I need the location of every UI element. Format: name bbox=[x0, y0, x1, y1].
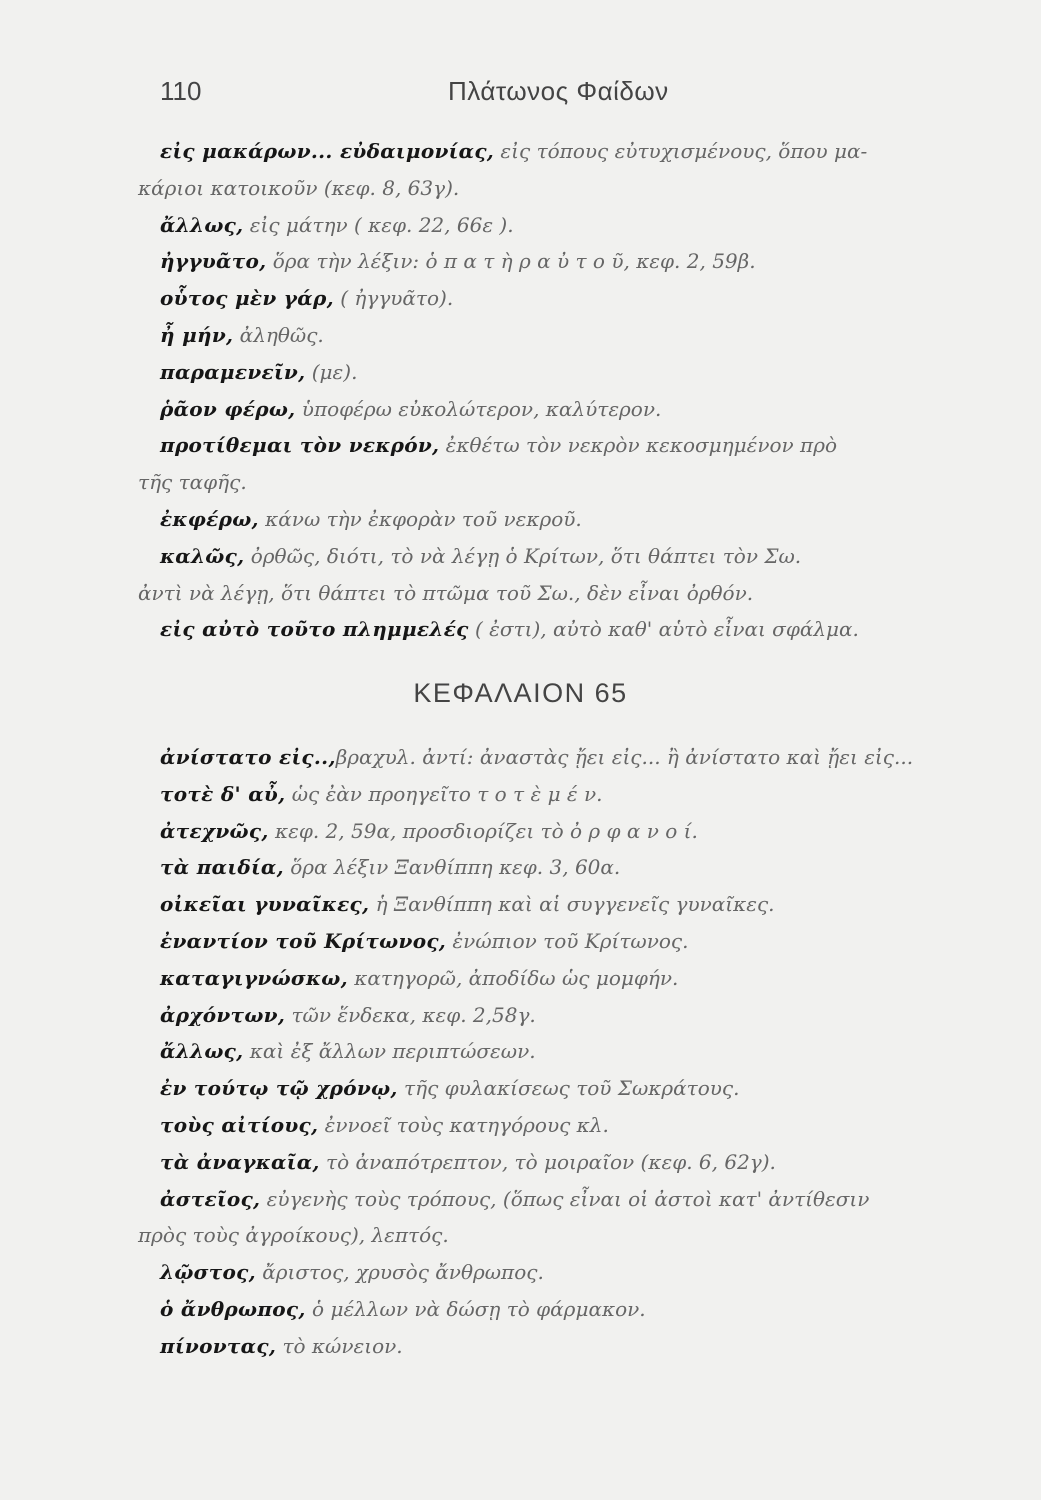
entry-lemma: ἦ μήν, bbox=[160, 322, 234, 347]
entry-lemma: πίνοντας, bbox=[160, 1333, 277, 1358]
entry-gloss: ἀντὶ νὰ λέγῃ, ὅτι θάπτει τὸ πτῶμα τοῦ Σω., δὲν εἶναι ὀρθόν. bbox=[138, 580, 754, 605]
entry-gloss: τῶν ἕνδεκα, κεφ. 2,58γ. bbox=[285, 1002, 536, 1027]
glossary-entry bbox=[160, 354, 995, 391]
glossary-entry bbox=[160, 501, 995, 538]
entry-lemma: τὰ ἀναγκαῖα, bbox=[160, 1149, 320, 1174]
glossary-entry bbox=[160, 1144, 995, 1181]
entry-gloss: ὀρθῶς, διότι, τὸ νὰ λέγῃ ὁ Κρίτων, ὅτι θάπτει τὸν Σω. bbox=[244, 543, 802, 568]
glossary-block-2 bbox=[138, 739, 995, 1365]
entry-lemma: ἐν τούτῳ τῷ χρόνῳ, bbox=[160, 1076, 398, 1101]
glossary-continuation-line bbox=[138, 464, 995, 501]
entry-gloss: τὸ κώνειον. bbox=[276, 1333, 403, 1358]
entry-lemma: τοὺς αἰτίους, bbox=[160, 1112, 319, 1137]
entry-lemma: ὁ ἄνθρωπος, bbox=[160, 1296, 306, 1321]
entry-lemma: προτίθεμαι τὸν νεκρόν, bbox=[160, 433, 440, 458]
entry-lemma: οἰκεῖαι γυναῖκες, bbox=[160, 892, 370, 917]
entry-lemma: οὗτος μὲν γάρ, bbox=[160, 286, 334, 311]
glossary-entry bbox=[160, 739, 995, 776]
glossary-entry bbox=[160, 1070, 995, 1107]
glossary-entry bbox=[160, 1328, 995, 1365]
entry-lemma: καλῶς, bbox=[160, 543, 245, 568]
glossary-entry bbox=[160, 886, 995, 923]
glossary-continuation-line bbox=[138, 1217, 995, 1254]
glossary-entry bbox=[160, 391, 995, 428]
running-head bbox=[160, 76, 981, 116]
glossary-entry bbox=[160, 243, 995, 280]
glossary-entry bbox=[160, 923, 995, 960]
entry-lemma: λῷστος, bbox=[160, 1260, 256, 1285]
entry-lemma: ἠγγυᾶτο, bbox=[160, 249, 267, 274]
entry-gloss: ὅρα τὴν λέξιν: ὁ π α τ ὴ ρ α ὐ τ ο ῦ, κεφ. 2, 59β. bbox=[266, 249, 756, 274]
glossary-entry bbox=[160, 1254, 995, 1291]
glossary-entry bbox=[160, 427, 995, 464]
entry-gloss: τῆς φυλακίσεως τοῦ Σωκράτους. bbox=[397, 1076, 740, 1101]
glossary-entry bbox=[160, 280, 995, 317]
glossary-entry bbox=[160, 611, 995, 648]
entry-gloss: πρὸς τοὺς ἀγροίκους), λεπτός. bbox=[138, 1223, 449, 1248]
entry-lemma: ῥᾶον φέρω, bbox=[160, 396, 296, 421]
glossary-continuation-line bbox=[138, 575, 995, 612]
entry-lemma: καταγιγνώσκω, bbox=[160, 965, 348, 990]
glossary-entry bbox=[160, 997, 995, 1034]
entry-lemma: ἄλλως, bbox=[160, 212, 244, 237]
entry-gloss: κάνω τὴν ἐκφορὰν τοῦ νεκροῦ. bbox=[258, 506, 582, 531]
glossary-entry bbox=[160, 849, 995, 886]
entry-gloss: ἀληθῶς. bbox=[233, 322, 324, 347]
glossary-entry bbox=[160, 133, 995, 170]
entry-lemma: ἀστεῖος, bbox=[160, 1186, 261, 1211]
entry-lemma: τὰ παιδία, bbox=[160, 855, 284, 880]
entry-gloss: τῆς ταφῆς. bbox=[138, 470, 247, 495]
entry-gloss: κάριοι κατοικοῦν (κεφ. 8, 63γ). bbox=[138, 175, 460, 200]
entry-gloss: ἄριστος, χρυσὸς ἄνθρωπος. bbox=[255, 1260, 544, 1285]
glossary-entry bbox=[160, 1181, 995, 1218]
glossary-entry bbox=[160, 207, 995, 244]
entry-lemma: ἀτεχνῶς, bbox=[160, 818, 269, 843]
entry-gloss: κεφ. 2, 59α, προσδιορίζει τὸ ὀ ρ φ α ν ο ί. bbox=[268, 818, 698, 843]
entry-gloss: εὐγενὴς τοὺς τρόπους, (ὅπως εἶναι οἱ ἀστοὶ κατ' ἀντίθεσιν bbox=[260, 1186, 870, 1211]
entry-gloss: (με). bbox=[305, 359, 358, 384]
glossary-entry bbox=[160, 1107, 995, 1144]
entry-gloss: ὅρα λέξιν Ξανθίππη κεφ. 3, 60α. bbox=[283, 855, 621, 880]
entry-gloss: ὁ μέλλων νὰ δώσῃ τὸ φάρμακον. bbox=[305, 1296, 646, 1321]
glossary-entry bbox=[160, 1033, 995, 1070]
entry-gloss: κατηγορῶ, ἀποδίδω ὡς μομφήν. bbox=[347, 965, 679, 990]
entry-gloss: ὡς ἐὰν προηγεῖτο τ ο τ ὲ μ έ ν. bbox=[285, 781, 603, 806]
entry-gloss: εἰς μάτην ( κεφ. 22, 66ε ). bbox=[243, 212, 514, 237]
entry-gloss: ἐνώπιον τοῦ Κρίτωνος. bbox=[446, 928, 689, 953]
entry-lemma: παραμενεῖν, bbox=[160, 359, 306, 384]
entry-lemma: εἰς αὐτὸ τοῦτο πλημμελές bbox=[160, 617, 469, 642]
entry-lemma: ἄλλως, bbox=[160, 1039, 244, 1064]
entry-gloss: καὶ ἐξ ἄλλων περιπτώσεων. bbox=[243, 1039, 536, 1064]
glossary-entry bbox=[160, 960, 995, 997]
entry-gloss: εἰς τόπους εὐτυχισμένους, ὅπου μα- bbox=[494, 139, 868, 163]
entry-lemma: ἐναντίον τοῦ Κρίτωνος, bbox=[160, 928, 447, 953]
entry-gloss: ἡ Ξανθίππη καὶ αἱ συγγενεῖς γυναῖκες. bbox=[369, 892, 775, 917]
glossary-entry bbox=[160, 776, 995, 813]
entry-lemma: ἐκφέρω, bbox=[160, 506, 259, 531]
glossary-entry bbox=[160, 813, 995, 850]
entry-gloss: ἐκθέτω τὸν νεκρὸν κεκοσμημένον πρὸ bbox=[439, 433, 838, 458]
entry-gloss: ὑποφέρω εὐκολώτερον, καλύτερον. bbox=[295, 396, 662, 421]
glossary-entry bbox=[160, 1291, 995, 1328]
chapter-heading: ΚΕΦΑΛΑΙΟΝ 65 bbox=[413, 678, 628, 708]
entry-lemma: ἀνίστατο εἰς.., bbox=[160, 745, 336, 769]
entry-gloss: τὸ ἀναπότρεπτον, τὸ μοιραῖον (κεφ. 6, 62γ). bbox=[319, 1149, 776, 1174]
entry-lemma: τοτὲ δ' αὖ, bbox=[160, 781, 286, 806]
glossary-continuation-line bbox=[138, 170, 995, 207]
entry-gloss: ἐννοεῖ τοὺς κατηγόρους κλ. bbox=[318, 1112, 609, 1137]
entry-lemma: ἀρχόντων, bbox=[160, 1002, 286, 1027]
glossary-entry bbox=[160, 538, 995, 575]
entry-gloss: ( ἠγγυᾶτο). bbox=[333, 286, 454, 311]
entry-gloss: βραχυλ. ἀντί: ἀναστὰς ᾔει εἰς... ἢ ἀνίστατο καὶ ᾔει εἰς... bbox=[335, 745, 914, 769]
running-title: Πλάτωνος Φαίδων bbox=[448, 76, 669, 106]
entry-gloss: ( ἐστι), αὐτὸ καθ' αὑτὸ εἶναι σφάλμα. bbox=[468, 617, 859, 642]
glossary-entry bbox=[160, 317, 995, 354]
entry-lemma: εἰς μακάρων... εὐδαιμονίας, bbox=[160, 139, 495, 163]
glossary-block-1 bbox=[138, 133, 995, 648]
page-number: 110 bbox=[160, 76, 202, 106]
